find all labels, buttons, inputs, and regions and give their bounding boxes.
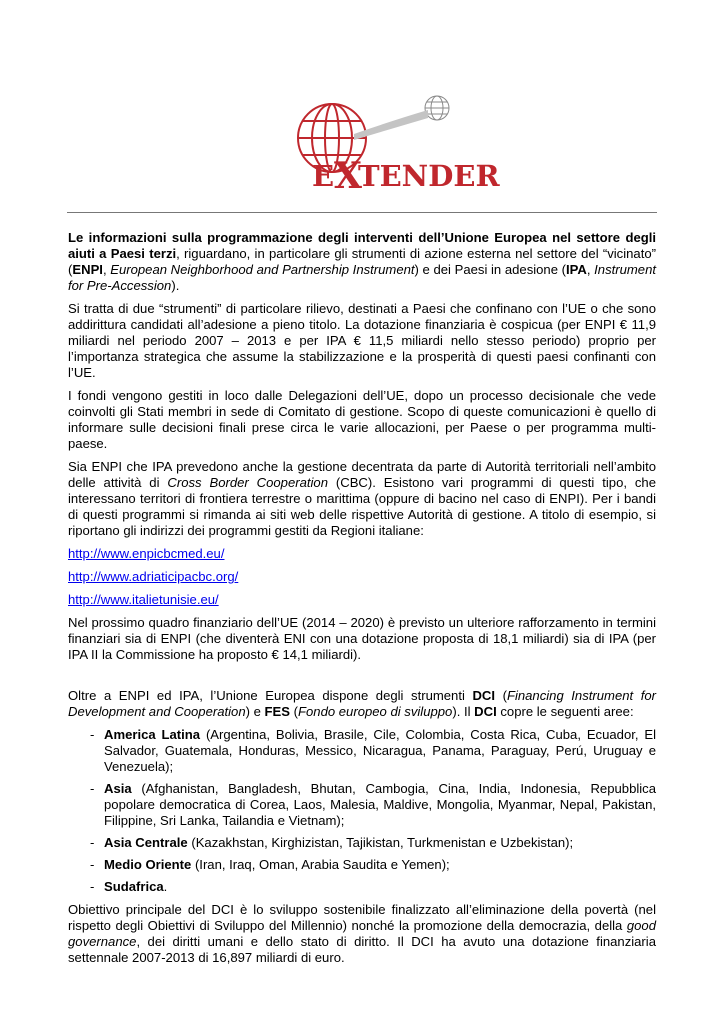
list-item: - Medio Oriente (Iran, Iraq, Oman, Arabia Saudita e Yemen); [90, 857, 450, 872]
svg-text:TENDER: TENDER [358, 159, 500, 193]
future-framework-paragraph: Nel prossimo quadro finanziario dell’UE (2014 – 2020) è previsto un ulteriore rafforzamento in termini finanziari sia di ENPI (che diventerà ENI con una dotazione proposta di 18,1 miliardi) sia di IPA (per IPA II la Commissione ha proposto € 14,1 miliardi). [68, 615, 656, 662]
list-item: - Sudafrica. [90, 879, 168, 894]
management-paragraph: I fondi vengono gestiti in loco dalle Delegazioni dell’UE, dopo un processo decisionale che vede coinvolti gli Stati membri in sede di Comitato di gestione. Scopo di queste comunicazioni è quello di informare sulle decisioni finali prese circa le varie allocazioni, per Paese o per programma multi-paese. [68, 388, 656, 451]
list-item: - Asia (Afghanistan, Bangladesh, Bhutan, Cambogia, Cina, India, Indonesia, Repubblica popolare democratica di Corea, Laos, Malesia, Maldive, Mongolia, Myanmar, Nepal, Pakistan, Filippine, Sri Lanka, Tailandia e Vietnam); [90, 781, 656, 828]
link-enpicbcmed[interactable]: http://www.enpicbcmed.eu/ [68, 546, 225, 561]
dci-areas-list [68, 727, 656, 895]
list-item: - America Latina (Argentina, Bolivia, Brasile, Cile, Colombia, Costa Rica, Cuba, Ecuador, El Salvador, Guatemala, Honduras, Messico, Nicaragua, Panama, Paraguay, Perú, Uruguay e Venezuela); [90, 727, 656, 774]
header-divider [67, 212, 657, 213]
dci-objective-paragraph: Obiettivo principale del DCI è lo sviluppo sostenibile finalizzato all’eliminazione della povertà (nel rispetto degli Obiettivi di Sviluppo del Millennio) nonché la promozione della democrazia, della good governance, dei diritti umani e dello stato di diritto. Il DCI ha avuto una dotazione finanziaria settennale 2007-2013 di 16,897 miliardi di euro. [68, 902, 656, 965]
document-body [68, 230, 656, 973]
list-item: - Asia Centrale (Kazakhstan, Kirghizistan, Tajikistan, Turkmenistan e Uzbekistan); [90, 835, 574, 850]
dci-intro-paragraph: Oltre a ENPI ed IPA, l’Unione Europea dispone degli strumenti DCI (Financing Instrument for Development and Cooperation) e FES (Fondo europeo di sviluppo). Il DCI copre le seguenti aree: [68, 688, 657, 719]
svg-text:E: E [312, 159, 335, 193]
link-adriaticipacbc[interactable]: http://www.adriaticipacbc.org/ [68, 569, 239, 584]
cbc-paragraph: Sia ENPI che IPA prevedono anche la gestione decentrata da parte di Autorità territoriali nell’ambito delle attività di Cross Border Cooperation (CBC). Esistono vari programmi di questi tipo, che interessano territori di frontiera terrestre o marittima (oppure di bacino nel caso di ENPI). Per i bandi di questi programmi si rimanda ai siti web delle rispettive Autorità di gestione. A titolo di esempio, si riportano gli indirizzi dei programmi gestiti da Regioni italiane: [68, 459, 656, 538]
intro-paragraph: Le informazioni sulla programmazione degli interventi dell’Unione Europea nel settore degli aiuti a Paesi terzi, riguardano, in particolare gli strumenti di azione esterna nel settore del “vicinato” (ENPI, European Neighborhood and Partnership Instrument) e dei Paesi in adesione (IPA, Instrument for Pre-Accession). [68, 230, 657, 293]
funding-paragraph: Si tratta di due “strumenti” di particolare rilievo, destinati a Paesi che confinano con l’UE o che sono addirittura candidati all’adesione a pieno titolo. La dotazione finanziaria è cospicua (per ENPI € 11,9 miliardi nel periodo 2007 – 2013 e per IPA € 11,5 miliardi nello stesso periodo) proprio per l’importanza strategica che assume la stabilizzazione e la prosperità di questi paesi confinanti con l’UE. [68, 301, 656, 380]
globe-logo-graphic [282, 88, 500, 197]
svg-text:X: X [334, 155, 362, 197]
link-italietunisie[interactable]: http://www.italietunisie.eu/ [68, 592, 219, 607]
extender-logo [282, 88, 500, 197]
